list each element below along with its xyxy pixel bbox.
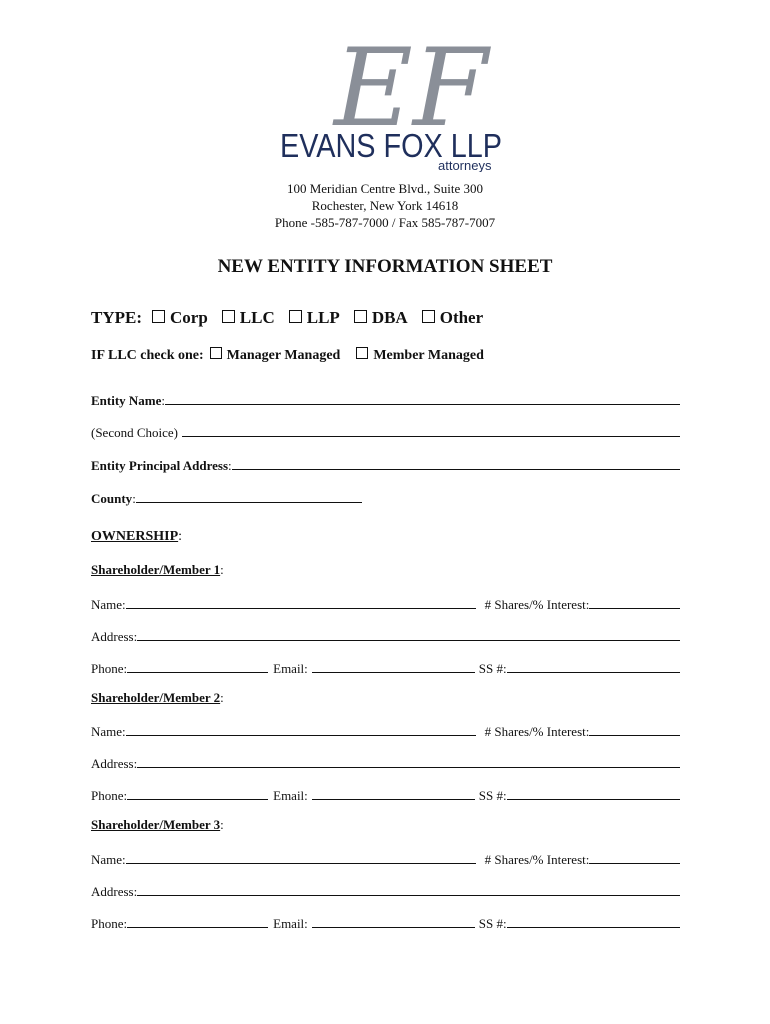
member-2-phone-label: Phone: [91, 788, 128, 803]
checkbox-dba[interactable] [354, 310, 367, 323]
member-1-contact-row [91, 658, 680, 677]
evans-fox-logo-mark [276, 30, 506, 172]
checkbox-other[interactable] [422, 310, 435, 323]
checkbox-llp[interactable] [289, 310, 302, 323]
member-1-address-field[interactable] [137, 626, 680, 641]
member-2-contact-row [91, 785, 680, 804]
member-2-email-field[interactable] [312, 785, 475, 800]
option-other: Other [439, 308, 484, 327]
entity-type-label: TYPE: [91, 308, 142, 327]
llc-type-label: IF LLC check one: [91, 348, 204, 363]
member-1-name-row [91, 594, 680, 613]
member-3-phone-label: Phone: [91, 916, 128, 931]
member-3-address-row [91, 881, 680, 900]
principal-address-row: Entity Principal Address : [91, 455, 680, 474]
member-3-email-field[interactable] [312, 913, 475, 928]
member-1-heading: Shareholder/Member 1 [91, 562, 221, 577]
entity-name-field[interactable] [165, 390, 680, 405]
member-2-ss-label: SS #: [478, 788, 507, 803]
llc-type-row [91, 347, 680, 364]
member-1-ss-field[interactable] [507, 658, 680, 673]
member-1-phone-label: Phone: [91, 661, 128, 676]
option-llp: LLP [306, 308, 340, 327]
member-3-contact-row [91, 913, 680, 932]
checkbox-manager-managed[interactable] [210, 347, 222, 359]
member-1-ss-label: SS #: [478, 661, 507, 676]
member-2-shares-label: # Shares/% Interest: [484, 724, 590, 739]
address-line-3: Phone -585-787-7000 / Fax 585-787-7007 [274, 215, 496, 230]
member-1-address-label: Address: [91, 629, 138, 644]
member-1-shares-field[interactable] [589, 594, 680, 609]
county-field[interactable] [136, 488, 362, 503]
member-3-phone-field[interactable] [127, 913, 268, 928]
page-title: NEW ENTITY INFORMATION SHEET [217, 256, 553, 277]
member-2-address-row [91, 753, 680, 772]
checkbox-corp[interactable] [152, 310, 165, 323]
address-line-1: 100 Meridian Centre Blvd., Suite 300 [286, 181, 484, 196]
checkbox-llc[interactable] [222, 310, 235, 323]
member-2-phone-field[interactable] [127, 785, 268, 800]
member-3-ss-label: SS #: [478, 916, 507, 931]
logo-firm-name: EVANS FOX LLP [280, 127, 502, 164]
logo-tagline: attorneys [438, 158, 492, 172]
member-3-heading-row: Shareholder/Member 3 : [91, 817, 224, 832]
member-1-shares-label: # Shares/% Interest: [484, 597, 590, 612]
logo-monogram-e: EF [334, 30, 488, 151]
option-dba: DBA [371, 308, 408, 327]
member-3-address-field[interactable] [137, 881, 680, 896]
ownership-heading-row: OWNERSHIP : [91, 529, 183, 544]
ownership-heading: OWNERSHIP [91, 529, 179, 544]
member-2-email-label: Email: [273, 788, 308, 803]
member-1-phone-field[interactable] [127, 658, 268, 673]
second-choice-field[interactable] [182, 422, 680, 437]
member-1-name-label: Name: [91, 597, 126, 612]
member-3-name-field[interactable] [126, 849, 476, 864]
checkbox-member-managed[interactable] [356, 347, 368, 359]
firm-address [0, 180, 770, 231]
member-2-heading: Shareholder/Member 2 [91, 690, 221, 705]
option-manager-managed: Manager Managed [226, 348, 341, 363]
member-3-name-row [91, 849, 680, 868]
option-corp: Corp [170, 308, 208, 327]
entity-name-label: Entity Name [91, 393, 162, 408]
member-2-name-field[interactable] [126, 721, 476, 736]
member-3-name-label: Name: [91, 852, 126, 867]
address-line-2: Rochester, New York 14618 [311, 198, 459, 213]
member-2-address-field[interactable] [137, 753, 680, 768]
member-2-address-label: Address: [91, 756, 138, 771]
member-1-name-field[interactable] [126, 594, 476, 609]
option-member-managed: Member Managed [373, 348, 484, 363]
member-1-email-label: Email: [273, 661, 308, 676]
member-1-address-row [91, 626, 680, 645]
principal-address-field[interactable] [232, 455, 680, 470]
member-1-email-field[interactable] [312, 658, 475, 673]
principal-address-label: Entity Principal Address [91, 458, 229, 473]
member-3-shares-field[interactable] [589, 849, 680, 864]
second-choice-label: (Second Choice) [91, 425, 179, 440]
county-row: County : [91, 488, 680, 507]
entity-name-row: Entity Name : [91, 390, 680, 409]
firm-logo [276, 30, 506, 172]
member-3-email-label: Email: [273, 916, 308, 931]
member-3-shares-label: # Shares/% Interest: [484, 852, 590, 867]
member-1-heading-row: Shareholder/Member 1 : [91, 562, 224, 577]
second-choice-row [91, 422, 680, 441]
option-llc: LLC [239, 308, 275, 327]
member-2-ss-field[interactable] [507, 785, 680, 800]
member-2-name-row [91, 721, 680, 740]
member-3-address-label: Address: [91, 884, 138, 899]
county-label: County [91, 491, 133, 506]
entity-type-row [91, 308, 680, 328]
member-2-name-label: Name: [91, 724, 126, 739]
member-2-shares-field[interactable] [589, 721, 680, 736]
member-2-heading-row: Shareholder/Member 2 : [91, 690, 224, 705]
member-3-ss-field[interactable] [507, 913, 680, 928]
member-3-heading: Shareholder/Member 3 [91, 817, 221, 832]
